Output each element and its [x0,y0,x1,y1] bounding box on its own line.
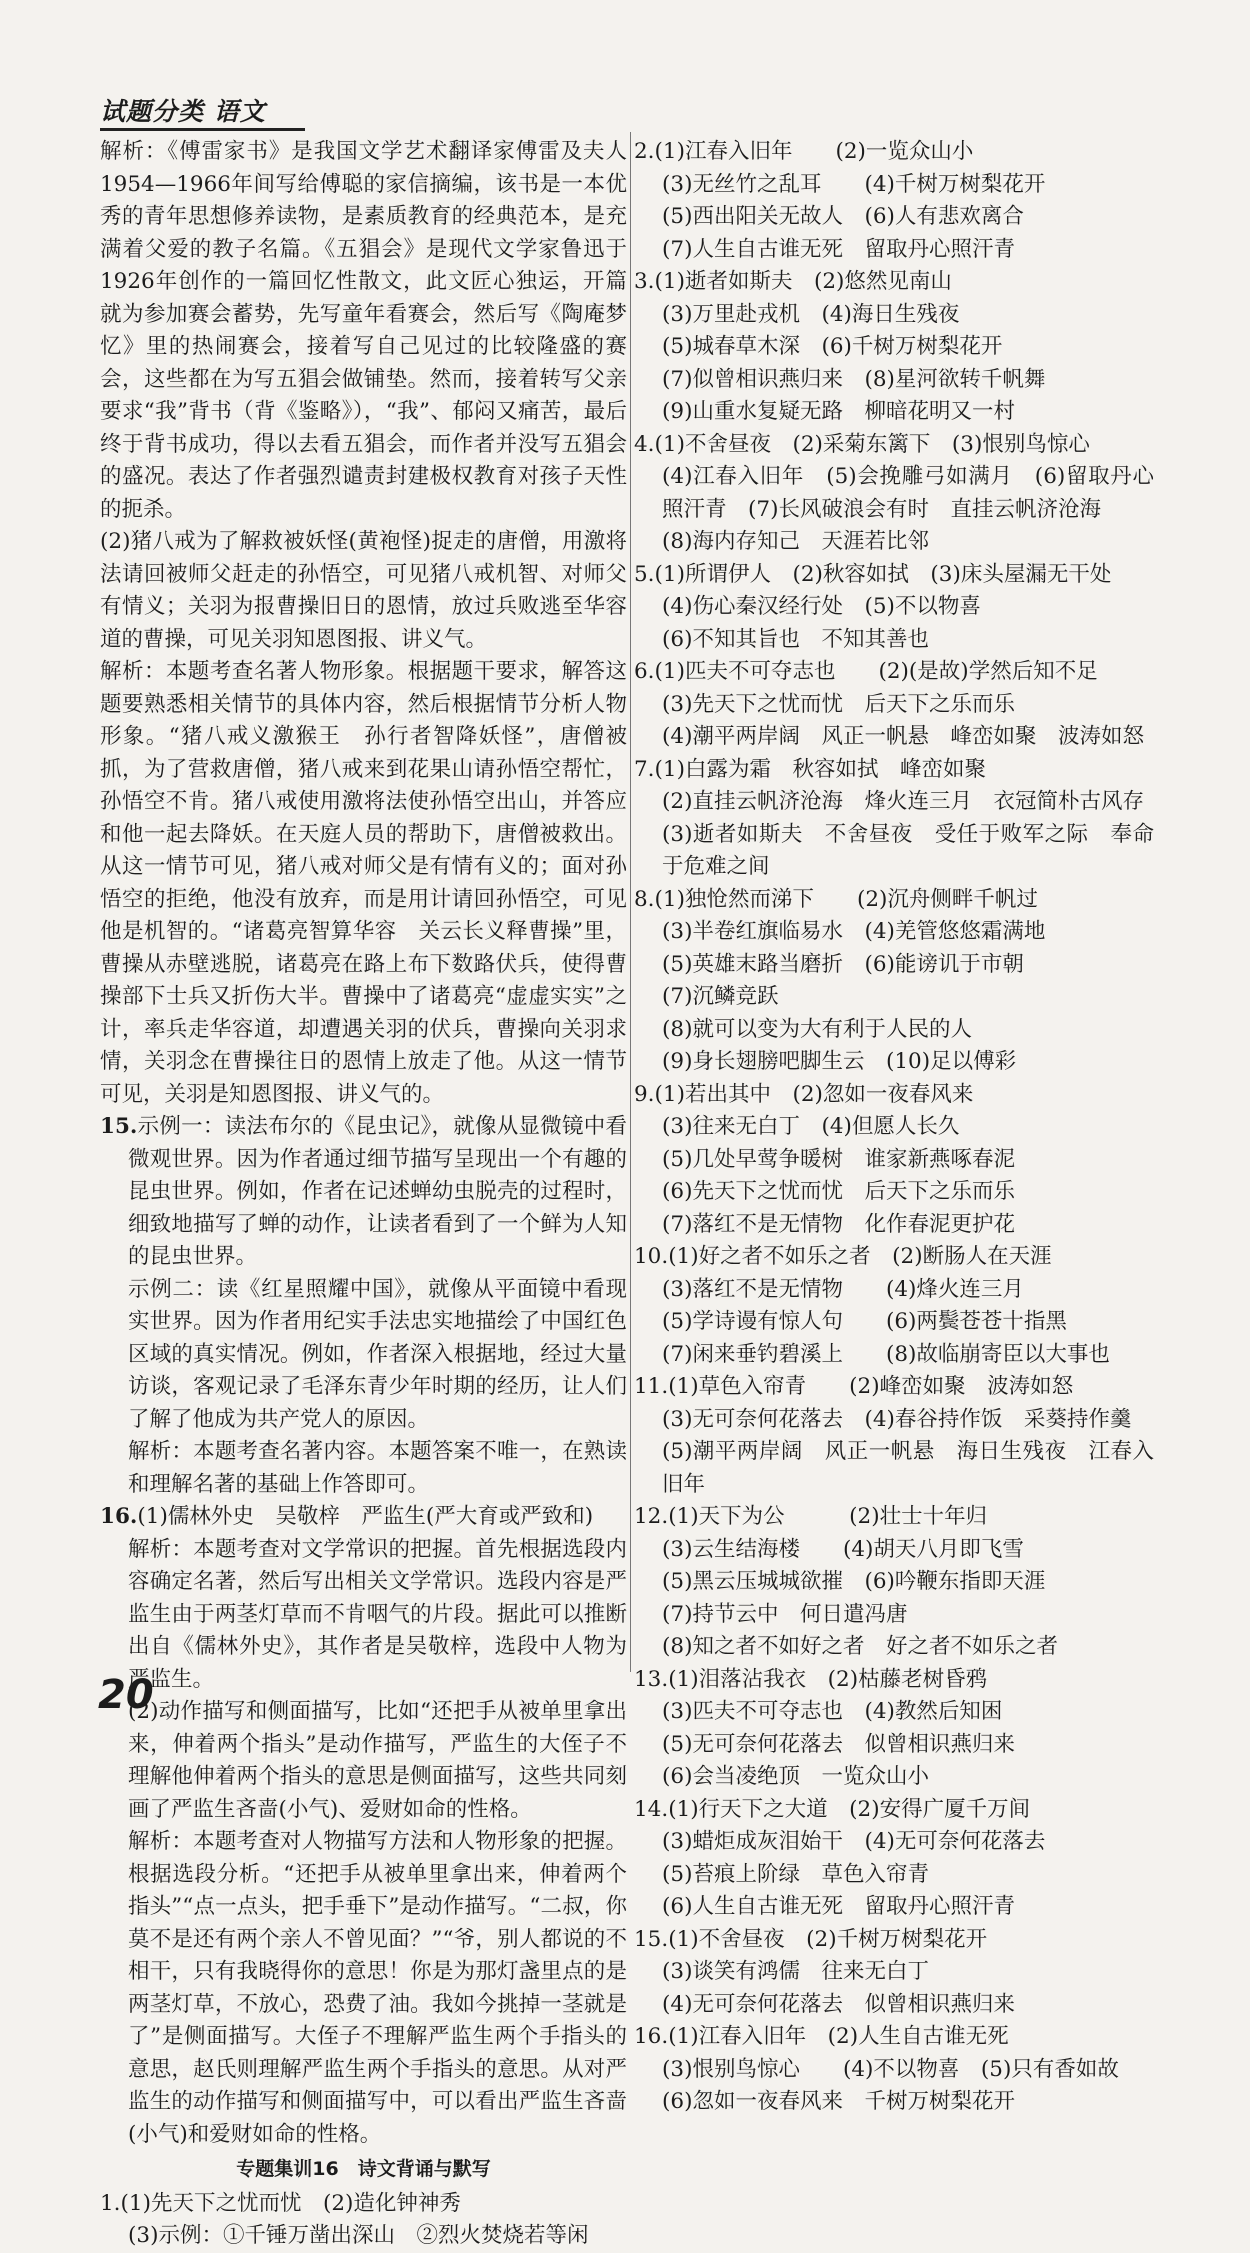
answer-line: (6)人生自古谁无死 留取丹心照汗青 [662,1894,1015,1919]
answer-line: 4.(1)不舍昼夜 (2)采菊东篱下 (3)恨别鸟惊心 [634,431,1090,457]
answer-line: 12.(1)天下为公 (2)壮士十年归 [634,1504,988,1529]
answer-line: (3)无可奈何花落去 (4)春谷持作饭 采葵持作羹 [662,1406,1132,1432]
header-rule [100,128,305,131]
answer-line: (9)山重水复疑无路 柳暗花明又一村 [662,399,1015,424]
answer-line: (5)无可奈何花落去 似曾相识燕归来 [662,1731,1015,1757]
q15-example2: 示例二：读《红星照耀中国》，就像从平面镜中看现实世界。因为作者用纪实手法忠实地描绘了中国红色区域的真实情况。例如，作者深入根据地，经过大量访谈，客观记录了毛泽东青少年时期的经历，让人们了解了他成为共产党人的原因。 [128,1276,627,1432]
answer-line: (5)英雄末路当磨折 (6)能谤讥于市朝 [662,951,1024,977]
answer-line: 11.(1)草色入帘青 (2)峰峦如聚 波涛如怒 [634,1374,1074,1399]
q15-analysis: 解析：本题考查名著内容。本题答案不唯一，在熟读和理解名著的基础上作答即可。 [128,1439,627,1497]
answer-line: (8)海内存知己 天涯若比邻 [662,529,929,554]
answer-line: (5)几处早莺争暖树 谁家新燕啄春泥 [662,1146,1015,1172]
answer-line: (8)知之者不如好之者 好之者不如乐之者 [662,1634,1058,1659]
answer-line: (5)城春草木深 (6)千树万树梨花开 [662,334,1003,359]
answer-line: (3)蜡炬成灰泪始干 (4)无可奈何花落去 [662,1829,1046,1854]
analysis-p3: 解析：本题考查名著人物形象。根据题干要求，解答这题要熟悉相关情节的具体内容，然后根据情节分析人物形象。“猪八戒义激猴王 孙行者智降妖怪”，唐僧被抓，为了营救唐僧，猪八戒来到花果山请孙悟空帮忙，孙悟空不肯。猪八戒使用激将法使孙悟空出山，并答应和他一起去降妖。在天庭人员的帮助下，唐僧被救出。从这一情节可见，猪八戒对师父是有情有义的；面对孙悟空的拒绝，他没有放弃，而是用计请回孙悟空，可见他是机智的。“诸葛亮智算华容 关云长义释曹操”里，曹操从赤壁逃脱，诸葛亮在路上布下数路伏兵，使得曹操部下士兵又折伤大半。曹操中了诸葛亮“虚虚实实”之计，率兵走华容道，却遭遇关羽的伏兵，曹操向关羽求情，关羽念在曹操往日的恩情上放走了他。从这一情节可见，关羽是知恩图报、讲义气的。 [100,659,627,1107]
answer-line: (6)先天下之忧而忧 后天下之乐而乐 [662,1179,1015,1204]
answer-line: (3)无丝竹之乱耳 (4)千树万树梨花开 [662,171,1046,197]
answer-line: (5)学诗谩有惊人句 (6)两鬓苍苍十指黑 [662,1309,1067,1334]
answer-line: (3)先天下之忧而忧 后天下之乐而乐 [662,691,1015,717]
left-column [100,136,627,2253]
q15-number: 15. [100,1114,138,1139]
answer-line: 2.(1)江春入旧年 (2)一览众山小 [634,139,974,164]
answer-line: 16.(1)江春入旧年 (2)人生自古谁无死 [634,2024,1009,2049]
q16-analysis2: 解析：本题考查对人物描写方法和人物形象的把握。根据选段分析。“还把手从被单里拿出来，伸着两个指头”“点一点头，把手垂下”是动作描写。“二叔，你莫不是还有两个亲人不曾见面？”“爷，别人都说的不相干，只有我晓得你的意思！你是为那灯盏里点的是两茎灯草，不放心，恐费了油。我如今挑掉一茎就是了”是侧面描写。大侄子不理解严监生两个手指头的意思，赵氏则理解严监生两个手指头的意思。从对严监生的动作描写和侧面描写中，可以看出严监生吝啬(小气)和爱财如命的性格。 [128,1829,627,2147]
answer-line: (3)恨别鸟惊心 (4)不以物喜 (5)只有香如故 [662,2056,1119,2082]
answer-line: 10.(1)好之者不如乐之者 (2)断肠人在天涯 [634,1244,1052,1269]
answer-line: (8)就可以变为大有利于人民的人 [662,1016,972,1042]
answer-line: (6)会当凌绝顶 一览众山小 [662,1764,929,1789]
answer-line: (7)落红不是无情物 化作春泥更护花 [662,1211,1015,1237]
answer-line: 6.(1)匹夫不可夺志也 (2)(是故)学然后知不足 [634,659,1098,684]
q16-number: 16. [100,1504,138,1529]
section-title: 专题集训16 诗文背诵与默写 [236,2158,491,2180]
answer-line: (5)潮平两岸阔 风正一帆悬 海日生残夜 江春入旧年 [662,1439,1154,1497]
answer-line: (3)逝者如斯夫 不舍昼夜 受任于败军之际 奉命于危难之间 [662,821,1154,879]
column-divider [630,132,631,1672]
answer-line: 5.(1)所谓伊人 (2)秋容如拭 (3)床头屋漏无干处 [634,561,1112,587]
answer-line: (3)云生结海楼 (4)胡天八月即飞雪 [662,1536,1024,1562]
q16-block [100,1501,627,1534]
answer-line: (5)黑云压城城欲摧 (6)吟鞭东指即天涯 [662,1569,1046,1594]
answer-line: 9.(1)若出其中 (2)忽如一夜春风来 [634,1081,974,1107]
answer-line: (7)人生自古谁无死 留取丹心照汗青 [662,236,1015,262]
right-column [634,136,1154,2119]
answer-line: 14.(1)行天下之大道 (2)安得广厦千万间 [634,1796,1031,1822]
answer-line: (3)半卷红旗临易水 (4)羌管悠悠霜满地 [662,919,1046,944]
page-number: 20 [98,1672,154,1718]
s1-line1: 1.(1)先天下之忧而忧 (2)造化钟神秀 [100,2190,461,2216]
answer-line: 7.(1)白露为霜 秋容如拭 峰峦如聚 [634,756,986,782]
answer-line: 13.(1)泪落沾我衣 (2)枯藤老树昏鸦 [634,1666,988,1692]
answer-line: (4)江春入旧年 (5)会挽雕弓如满月 (6)留取丹心照汗青 (7)长风破浪会有时 直挂云帆济沧海 [662,464,1154,522]
answer-line: (5)西出阳关无故人 (6)人有悲欢离合 [662,204,1024,229]
answer-line: 8.(1)独怆然而涕下 (2)沉舟侧畔千帆过 [634,886,1038,912]
answer-line: (3)万里赴戎机 (4)海日生残夜 [662,301,960,327]
answer-line: (3)落红不是无情物 (4)烽火连三月 [662,1276,1024,1302]
q16-answer1: (1)儒林外史 吴敬梓 严监生(严大育或严致和) [137,1504,594,1529]
answer-line: (7)沉鳞竞跃 [662,984,779,1009]
answer-p2: (2)猪八戒为了解救被妖怪(黄袍怪)捉走的唐僧，用激将法请回被师父赶走的孙悟空，可见猪八戒机智、对师父有情义；关羽为报曹操旧日的恩情，放过兵败逃至华容道的曹操，可见关羽知恩图报、讲义气。 [100,529,627,652]
q16-analysis1: 解析：本题考查对文学常识的把握。首先根据选段内容确定名著，然后写出相关文学常识。选段内容是严监生由于两茎灯草而不肯咽气的片段。据此可以推断出自《儒林外史》，其作者是吴敬梓，选段中人物为严监生。 [128,1536,627,1692]
answer-line: (4)潮平两岸阔 风正一帆悬 峰峦如聚 波涛如怒 [662,724,1144,749]
answer-line: 3.(1)逝者如斯夫 (2)悠然见南山 [634,269,952,294]
page-header-title: 试题分类 语文 [100,97,266,126]
answer-line: (4)伤心秦汉经行处 (5)不以物喜 [662,594,981,619]
answer-line: (7)闲来垂钓碧溪上 (8)故临崩寄臣以大事也 [662,1341,1110,1367]
analysis-p1: 解析：《傅雷家书》是我国文学艺术翻译家傅雷及夫人1954—1966年间写给傅聪的家信摘编，该书是一本优秀的青年思想修养读物，是素质教育的经典范本，是充满着父爱的教子名篇。《五猖会》是现代文学家鲁迅于1926年创作的一篇回忆性散文，此文匠心独运，开篇就为参加赛会蓄势，先写童年看赛会，然后写《陶庵梦忆》里的热闹赛会，接着写自己见过的比较隆盛的赛会，这些都在为写五猖会做铺垫。然而，接着转写父亲要求“我”背书（背《鉴略》），“我”、郁闷又痛苦，最后终于背书成功，得以去看五猖会，而作者并没写五猖会的盛况。表达了作者强烈谴责封建极权教育对孩子天性的扼杀。 [100,139,627,522]
s1-line2: (3)示例：①千锤万凿出深山 ②烈火焚烧若等闲 [128,2223,589,2248]
answer-line: (9)身长翅膀吧脚生云 (10)足以傅彩 [662,1049,1017,1074]
answer-line: 15.(1)不舍昼夜 (2)千树万树梨花开 [634,1926,988,1952]
answer-line: (7)持节云中 何日遣冯唐 [662,1601,908,1627]
answer-line: (4)无可奈何花落去 似曾相识燕归来 [662,1991,1015,2017]
answer-line: (7)似曾相识燕归来 (8)星河欲转千帆舞 [662,366,1046,392]
answer-line: (3)匹夫不可夺志也 (4)教然后知困 [662,1699,1003,1724]
answer-line: (2)直挂云帆济沧海 烽火连三月 衣冠简朴古风存 [662,789,1144,814]
q16-answer2: (2)动作描写和侧面描写，比如“还把手从被单里拿出来，伸着两个指头”是动作描写，严监生的大侄子不理解他伸着两个指头的意思是侧面描写，这些共同刻画了严监生吝啬(小气)、爱财如命的性格。 [128,1699,627,1822]
answer-line: (3)谈笑有鸿儒 往来无白丁 [662,1959,929,1984]
answer-line: (3)往来无白丁 (4)但愿人长久 [662,1114,960,1139]
answer-line: (5)苔痕上阶绿 草色入帘青 [662,1861,929,1887]
q15-block [100,1111,627,1274]
answer-line: (6)忽如一夜春风来 千树万树梨花开 [662,2089,1015,2114]
q15-example1: 示例一：读法布尔的《昆虫记》，就像从显微镜中看微观世界。因为作者通过细节描写呈现出一个有趣的昆虫世界。例如，作者在记述蝉幼虫脱壳的过程时，细致地描写了蝉的动作，让读者看到了一个鲜为人知的昆虫世界。 [128,1114,627,1269]
answer-line: (6)不知其旨也 不知其善也 [662,626,929,652]
